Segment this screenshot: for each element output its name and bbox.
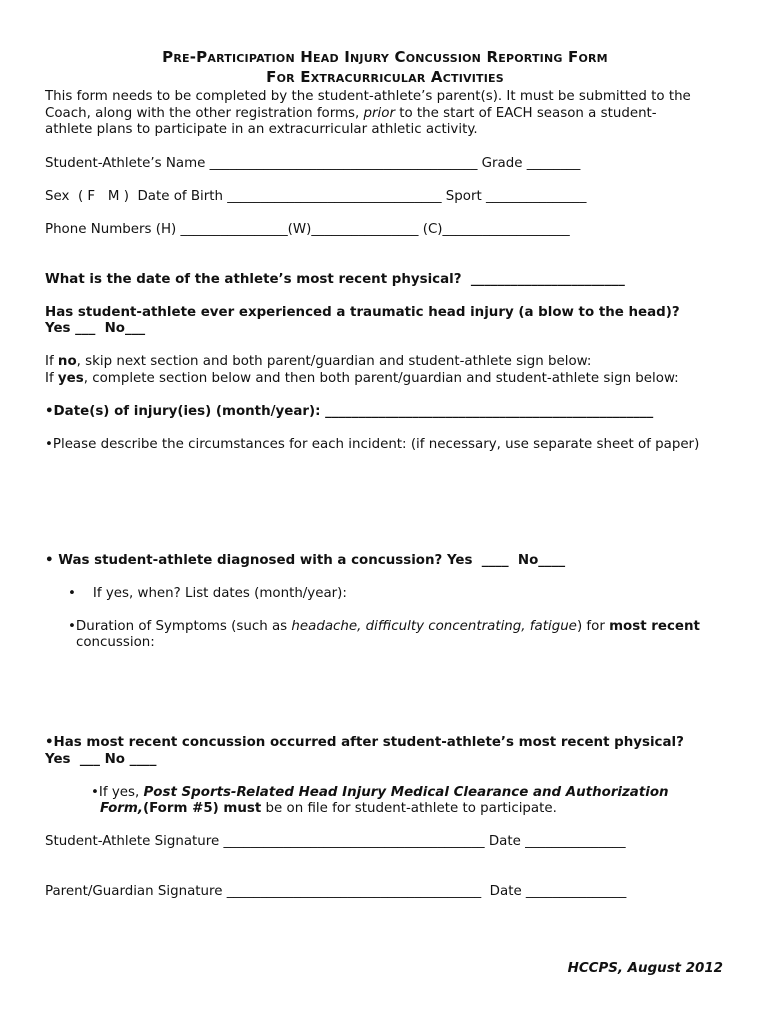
symptom-duration-prompt: •Duration of Symptoms (such as headache, difficulty concentrating, fatigue) for most recent xyxy=(68,619,700,634)
intro-line2: Coach, along with the other registration forms, prior to the start of EACH season a student- xyxy=(45,106,657,121)
after-physical-question: •Has most recent concussion occurred after student-athlete’s most recent physical? xyxy=(45,735,684,750)
if-yes-instruction: If yes, complete section below and then both parent/guardian and student-athlete sign below: xyxy=(45,371,679,386)
form-footer: HCCPS, August 2012 xyxy=(567,961,723,976)
clearance-form-note: •If yes, Post Sports-Related Head Injury Medical Clearance and Authorization xyxy=(91,785,669,800)
describe-circumstances: •Please describe the circumstances for each incident: (if necessary, use separate sheet of paper) xyxy=(45,437,700,452)
athlete-signature-field[interactable]: Student-Athlete Signature _______________________________________ Date _______________ xyxy=(45,834,626,849)
head-injury-yes-no[interactable]: Yes ___ No___ xyxy=(45,321,146,336)
if-no-instruction: If no, skip next section and both parent/guardian and student-athlete sign below: xyxy=(45,354,592,369)
parent-signature-field[interactable]: Parent/Guardian Signature ______________________________________ Date _______________ xyxy=(45,884,627,899)
head-injury-question: Has student-athlete ever experienced a traumatic head injury (a blow to the head)? xyxy=(45,305,680,320)
form-title-line2: For Extracurricular Activities xyxy=(266,68,504,86)
intro-line3: athlete plans to participate in an extracurricular athletic activity. xyxy=(45,122,478,137)
sex-dob-sport-field[interactable]: Sex ( F M ) Date of Birth ________________________________ Sport _______________ xyxy=(45,189,587,204)
diagnosed-concussion-question[interactable]: • Was student-athlete diagnosed with a concussion? Yes ____ No____ xyxy=(45,553,566,568)
phone-numbers-field[interactable]: Phone Numbers (H) ________________(W)________________ (C)___________________ xyxy=(45,222,570,237)
recent-physical-question[interactable]: What is the date of the athlete’s most recent physical? _______________________ xyxy=(45,272,625,287)
clearance-form-note-cont: Form,(Form #5) must be on file for student-athlete to participate. xyxy=(100,801,557,816)
after-physical-yes-no[interactable]: Yes ___ No ____ xyxy=(45,752,157,767)
symptom-duration-prompt-cont: concussion: xyxy=(76,635,155,650)
injury-dates-field[interactable]: •Date(s) of injury(ies) (month/year): _________________________________________________ xyxy=(45,404,654,419)
intro-line1: This form needs to be completed by the student-athlete’s parent(s). It must be submitted to the xyxy=(45,89,691,104)
diagnosis-dates-prompt: • If yes, when? List dates (month/year): xyxy=(68,586,347,601)
form-title-line1: Pre-Participation Head Injury Concussion Reporting Form xyxy=(162,48,608,66)
name-grade-field[interactable]: Student-Athlete’s Name ________________________________________ Grade ________ xyxy=(45,156,581,171)
